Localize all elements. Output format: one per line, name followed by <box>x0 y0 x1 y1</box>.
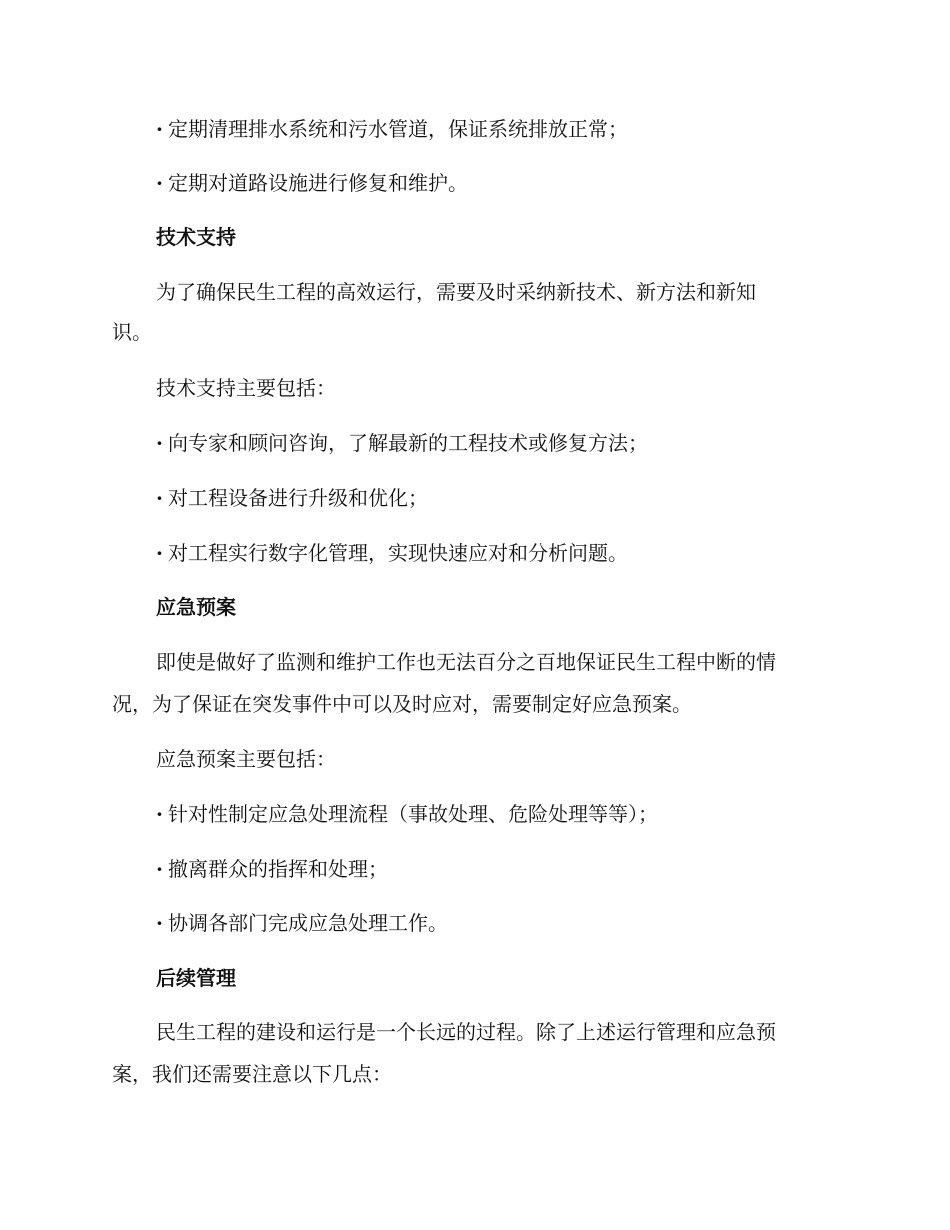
bullet-item: · 协调各部门完成应急处理工作。 <box>156 904 886 942</box>
list-intro: 应急预案主要包括： <box>156 747 336 771</box>
bullet-item: · 对工程设备进行升级和优化； <box>156 479 886 517</box>
paragraph-line: 民生工程的建设和运行是一个长远的过程。除了上述运行管理和应急预 <box>156 1020 776 1044</box>
bullet-item: · 向专家和顾问咨询，了解最新的工程技术或修复方法； <box>156 424 886 462</box>
bullet-item: · 对工程实行数字化管理，实现快速应对和分析问题。 <box>156 534 886 572</box>
paragraph-line: 为了确保民生工程的高效运行，需要及时采纳新技术、新方法和新知 <box>156 280 756 304</box>
bullet-item: · 针对性制定应急处理流程（事故处理、危险处理等等）； <box>156 795 886 833</box>
paragraph-line: 识。 <box>112 320 152 344</box>
section-heading-emergency: 应急预案 <box>156 595 236 619</box>
paragraph-line: 即使是做好了监测和维护工作也无法百分之百地保证民生工程中断的情 <box>156 650 776 674</box>
section-heading-tech: 技术支持 <box>156 225 236 249</box>
paragraph-line: 案，我们还需要注意以下几点： <box>112 1062 392 1086</box>
bullet-item: · 定期对道路设施进行修复和维护。 <box>156 164 886 202</box>
paragraph-line: 况，为了保证在突发事件中可以及时应对，需要制定好应急预案。 <box>112 692 692 716</box>
bullet-item: · 撤离群众的指挥和处理； <box>156 850 886 888</box>
bullet-item: · 定期清理排水系统和污水管道，保证系统排放正常； <box>156 110 886 148</box>
list-intro: 技术支持主要包括： <box>156 376 336 400</box>
section-heading-followup: 后续管理 <box>156 966 236 990</box>
